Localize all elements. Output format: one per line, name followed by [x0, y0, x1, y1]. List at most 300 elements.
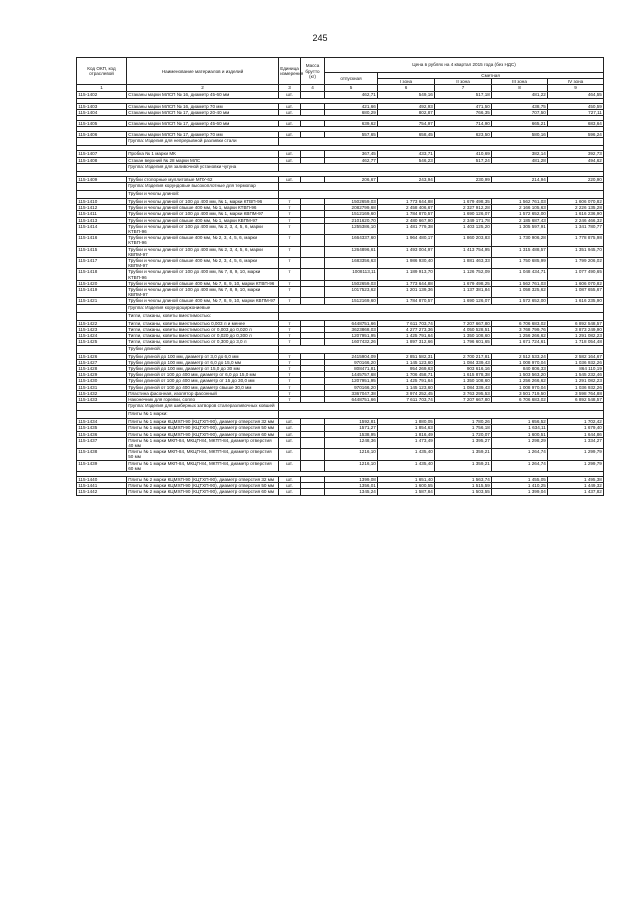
- row-code: 115-1405: [77, 121, 127, 127]
- row-unit: шт.: [279, 425, 301, 431]
- row-code: 115-1427: [77, 359, 127, 365]
- row-name: Трубки и чехлы длиной свыше 400 мм, № 7, 8, 9, 10, марки КВПМ-97: [127, 298, 279, 304]
- row-release-price: 2082799,68: [325, 205, 378, 211]
- row-unit: шт.: [279, 483, 301, 489]
- row-zone-1-price: 546,23: [378, 157, 435, 163]
- row-zone-3-price: 1 671 724,61: [492, 339, 548, 345]
- table-row: [77, 287, 604, 298]
- row-zone-2-price: 2 349 171,78: [435, 217, 492, 223]
- row-name: Трубки и чехлы длиной от 100 до 400 мм, № 7, 8, 9, 10, марки КВПМ-97: [127, 287, 279, 298]
- row-release-price: 1607432,26: [325, 339, 378, 345]
- row-unit: шт.: [279, 176, 301, 182]
- header-estimate: Сметная: [378, 73, 604, 79]
- group-empty-cell: [279, 345, 604, 353]
- row-name: Трубки и чехлы длиной свыше 400 мм, № 2, 3, 4, 5, 6, марки КВПМ-97: [127, 258, 279, 269]
- row-unit: т: [279, 223, 301, 234]
- row-zone-1-price: 1 784 870,57: [378, 298, 435, 304]
- row-release-price: 639,62: [325, 121, 378, 127]
- row-zone-2-price: 1 413 754,95: [435, 246, 492, 257]
- row-release-price: 1248,36: [325, 437, 378, 448]
- row-mass: [301, 287, 325, 298]
- row-mass: [301, 258, 325, 269]
- row-release-price: 1683356,63: [325, 258, 378, 269]
- row-unit: т: [279, 353, 301, 359]
- row-release-price: 970166,20: [325, 359, 378, 365]
- row-zone-4-price: 1 334,27: [548, 437, 604, 448]
- page-number: 245: [312, 33, 328, 43]
- row-zone-3-price: 1 048 434,71: [492, 269, 548, 280]
- row-name: Тигли, стаканы, коветы вместимостью от 0,003 до 0,020 л: [127, 326, 279, 332]
- row-release-price: 557,65: [325, 132, 378, 138]
- row-zone-1-price: 1 964 480,17: [378, 235, 435, 246]
- row-zone-4-price: 3 873 249,90: [548, 326, 604, 332]
- row-code: 115-1408: [77, 157, 127, 163]
- row-zone-3-price: 1 058 325,62: [492, 287, 548, 298]
- group-title: Группа: Изделия для непрерывной разливки стали: [127, 138, 279, 146]
- row-zone-1-price: 1 816,49: [378, 431, 435, 437]
- row-unit: т: [279, 365, 301, 371]
- row-zone-1-price: 1 435,40: [378, 460, 435, 471]
- row-zone-3-price: 1 562 761,03: [492, 199, 548, 205]
- row-zone-1-price: 1 145 123,60: [378, 359, 435, 365]
- col-number: 1: [77, 85, 127, 92]
- row-zone-3-price: 1 562 761,03: [492, 280, 548, 286]
- row-release-price: 1445757,68: [325, 372, 378, 378]
- row-code: 115-1420: [77, 280, 127, 286]
- group-code-cell: [77, 183, 127, 191]
- group-code-cell: [77, 411, 127, 419]
- row-zone-1-price: 2 851 582,31: [378, 353, 435, 359]
- row-name: Трубки и чехлы длиной от 100 до 400 мм, № 7, 8, 9, 10, марки КТВП-96: [127, 269, 279, 280]
- group-row: [77, 163, 604, 171]
- group-empty-cell: [279, 411, 604, 419]
- header-mass: Масса брутто (кг): [301, 58, 325, 85]
- row-zone-1-price: 802,87: [378, 109, 435, 115]
- row-zone-1-price: 1 587,84: [378, 489, 435, 495]
- row-name: Плиты № 1 марки КЦМХП-90 (КЦТХП-90), диаметр отверстия 60 мм: [127, 431, 279, 437]
- row-name: Трубки и чехлы длиной от 100 до 400 мм, № 1, марки КТВП-96: [127, 199, 279, 205]
- row-zone-4-price: 450,59: [548, 103, 604, 109]
- row-code: 115-1424: [77, 333, 127, 339]
- row-unit: шт.: [279, 449, 301, 460]
- row-name: Трубки и чехлы длиной свыше 400 мм, № 2, 3, 4, 5, 6, марки КТВП-96: [127, 235, 279, 246]
- group-code-cell: [77, 163, 127, 171]
- row-zone-3-price: 1 600,51: [492, 431, 548, 437]
- row-zone-1-price: 1 854,63: [378, 425, 435, 431]
- row-mass: [301, 246, 325, 257]
- row-zone-3-price: 214,94: [492, 176, 548, 182]
- row-code: 115-1410: [77, 199, 127, 205]
- header-zone-3: III зона: [492, 79, 548, 85]
- row-zone-1-price: 433,71: [378, 151, 435, 157]
- row-zone-4-price: 1 351 945,70: [548, 246, 604, 257]
- row-code: 115-1414: [77, 223, 127, 234]
- col-number: 7: [435, 85, 492, 92]
- row-name: Плиты № 1 марки КЦМХП-90 (КЦТХП-90), диаметр отверстия 32 мм: [127, 419, 279, 425]
- group-row: [77, 403, 604, 411]
- row-release-price: 1512169,60: [325, 298, 378, 304]
- table-body: [77, 92, 604, 495]
- row-release-price: 808471,81: [325, 365, 378, 371]
- row-name: Наконечник для горелки, сопло: [127, 396, 279, 402]
- row-zone-2-price: 7 207 667,80: [435, 320, 492, 326]
- row-unit: т: [279, 298, 301, 304]
- group-empty-cell: [279, 304, 604, 312]
- row-release-price: 1502659,03: [325, 280, 378, 286]
- row-unit: т: [279, 359, 301, 365]
- row-zone-2-price: 1 350 108,60: [435, 333, 492, 339]
- row-zone-1-price: 7 611 703,74: [378, 320, 435, 326]
- row-zone-3-price: 2 512 533,24: [492, 353, 548, 359]
- row-zone-3-price: 1 264,74: [492, 449, 548, 460]
- row-code: 115-1435: [77, 425, 127, 431]
- row-mass: [301, 449, 325, 460]
- row-zone-2-price: 3 763 295,53: [435, 390, 492, 396]
- row-zone-2-price: 1 395,27: [435, 437, 492, 448]
- row-release-price: 2101620,70: [325, 217, 378, 223]
- row-mass: [301, 269, 325, 280]
- header-code: Код ОКП, код отраслевой: [77, 58, 127, 85]
- row-name: Пробка № 1 марки МК: [127, 151, 279, 157]
- row-release-price: 1571,27: [325, 425, 378, 431]
- table-row: [77, 258, 604, 269]
- row-code: 115-1417: [77, 258, 127, 269]
- row-zone-2-price: 471,50: [435, 103, 492, 109]
- group-row: [77, 138, 604, 146]
- row-name: Трубки и чехлы длиной свыше 400 мм, № 7, 8, 9, 10, марки КТВП-96: [127, 280, 279, 286]
- row-zone-1-price: 7 611 703,74: [378, 396, 435, 402]
- row-zone-2-price: 1 796 601,65: [435, 339, 492, 345]
- row-name: Трубки стопорные муллитовые МПУ-62: [127, 176, 279, 182]
- row-release-price: 1207951,95: [325, 378, 378, 384]
- row-zone-3-price: 1 572 652,00: [492, 298, 548, 304]
- row-zone-1-price: 1 201 139,36: [378, 287, 435, 298]
- header-zone-1: I зона: [378, 79, 435, 85]
- row-code: 115-1402: [77, 92, 127, 98]
- col-number: 9: [548, 85, 604, 92]
- row-code: 115-1431: [77, 384, 127, 390]
- row-name: Трубки длиной от 100 до 400 мм, диаметр свыше 30,0 мм: [127, 384, 279, 390]
- group-code-cell: [77, 191, 127, 199]
- group-code-cell: [77, 312, 127, 320]
- row-unit: шт.: [279, 92, 301, 98]
- row-zone-3-price: 481,22: [492, 92, 548, 98]
- row-zone-4-price: 6 892 548,57: [548, 396, 604, 402]
- row-zone-1-price: 2 480 667,90: [378, 217, 435, 223]
- row-zone-4-price: 1 702,42: [548, 419, 604, 425]
- row-mass: [301, 223, 325, 234]
- header-name: Наименование материалов и изделий: [127, 58, 279, 85]
- row-zone-3-price: 1 305 597,91: [492, 223, 548, 234]
- row-code: 115-1403: [77, 103, 127, 109]
- row-code: 115-1442: [77, 489, 127, 495]
- row-zone-3-price: 6 706 683,02: [492, 320, 548, 326]
- row-zone-3-price: 481,28: [492, 157, 548, 163]
- row-zone-4-price: 1 077 490,65: [548, 269, 604, 280]
- row-unit: т: [279, 235, 301, 246]
- row-zone-1-price: 1 880,05: [378, 419, 435, 425]
- row-release-price: 6448751,66: [325, 396, 378, 402]
- row-zone-2-price: 1 084 339,43: [435, 359, 492, 365]
- row-unit: т: [279, 269, 301, 280]
- row-release-price: 3623868,03: [325, 326, 378, 332]
- group-title: Трубки и чехлы длиной:: [127, 191, 279, 199]
- row-code: 115-1437: [77, 437, 127, 448]
- row-mass: [301, 489, 325, 495]
- row-zone-4-price: 1 616 236,90: [548, 211, 604, 217]
- row-release-price: 206,67: [325, 176, 378, 182]
- row-zone-3-price: 2 166 105,63: [492, 205, 548, 211]
- row-zone-4-price: 1 291 082,23: [548, 333, 604, 339]
- row-zone-1-price: 1 493 004,97: [378, 246, 435, 257]
- row-release-price: 462,77: [325, 157, 378, 163]
- row-zone-2-price: 1 515,59: [435, 483, 492, 489]
- row-unit: т: [279, 258, 301, 269]
- row-name: Плиты № 2 марки КЦМХП-90 (КЦТХП-90), диаметр отверстия 32 мм: [127, 476, 279, 482]
- row-release-price: 2415904,09: [325, 353, 378, 359]
- row-unit: шт.: [279, 489, 301, 495]
- col-number: 4: [301, 85, 325, 92]
- row-release-price: 462,71: [325, 92, 378, 98]
- row-zone-1-price: 754,97: [378, 121, 435, 127]
- group-empty-cell: [279, 183, 604, 191]
- row-unit: шт.: [279, 132, 301, 138]
- row-name: Пластина фасонная, изолятор фасонный: [127, 390, 279, 396]
- row-zone-4-price: 1 036 932,26: [548, 359, 604, 365]
- row-zone-4-price: 392,73: [548, 151, 604, 157]
- row-zone-2-price: 1 503,55: [435, 489, 492, 495]
- row-code: 115-1426: [77, 353, 127, 359]
- group-empty-cell: [279, 163, 604, 171]
- table-row: [77, 223, 604, 234]
- row-code: 115-1422: [77, 320, 127, 326]
- row-zone-4-price: 2 582 164,67: [548, 353, 604, 359]
- table-row: [77, 437, 604, 448]
- header-zone-4: IV зона: [548, 79, 604, 85]
- row-release-price: 1502659,03: [325, 199, 378, 205]
- row-zone-2-price: 1 881 463,33: [435, 258, 492, 269]
- row-zone-2-price: 230,99: [435, 176, 492, 182]
- row-name: Стаканы марки МЛСП № 17, диаметр 70 мм: [127, 132, 279, 138]
- row-zone-1-price: 243,94: [378, 176, 435, 182]
- row-unit: шт.: [279, 109, 301, 115]
- row-zone-3-price: 3 501 719,50: [492, 390, 548, 396]
- row-code: 115-1404: [77, 109, 127, 115]
- row-zone-4-price: 494,62: [548, 157, 604, 163]
- row-zone-2-price: 1 137 381,84: [435, 287, 492, 298]
- row-unit: т: [279, 246, 301, 257]
- row-zone-2-price: 517,18: [435, 92, 492, 98]
- col-number: 3: [279, 85, 301, 92]
- row-zone-2-price: 1 359,21: [435, 460, 492, 471]
- row-release-price: 1255386,10: [325, 223, 378, 234]
- row-name: Трубки и чехлы длиной свыше 400 мм, № 1, марки КТВП-96: [127, 205, 279, 211]
- row-zone-2-price: 714,90: [435, 121, 492, 127]
- row-code: 115-1409: [77, 176, 127, 182]
- row-unit: т: [279, 217, 301, 223]
- row-code: 115-1428: [77, 365, 127, 371]
- row-zone-1-price: 1 145 123,60: [378, 384, 435, 390]
- row-zone-2-price: 1 690 126,07: [435, 298, 492, 304]
- row-unit: т: [279, 205, 301, 211]
- row-zone-4-price: 1 799 206,02: [548, 258, 604, 269]
- row-unit: шт.: [279, 419, 301, 425]
- row-unit: т: [279, 378, 301, 384]
- row-code: 115-1419: [77, 287, 127, 298]
- row-code: 115-1406: [77, 132, 127, 138]
- col-number: 8: [492, 85, 548, 92]
- table-row: [77, 489, 604, 495]
- row-zone-4-price: 1 679,40: [548, 425, 604, 431]
- row-zone-2-price: 2 327 912,28: [435, 205, 492, 211]
- group-empty-cell: [279, 312, 604, 320]
- row-release-price: 1399,08: [325, 476, 378, 482]
- row-name: Трубки длиной от 100 до 400 мм, диаметр от 6,0 до 15,0 мм: [127, 372, 279, 378]
- col-number: 2: [127, 85, 279, 92]
- row-zone-3-price: 438,75: [492, 103, 548, 109]
- row-code: 115-1429: [77, 372, 127, 378]
- row-zone-2-price: 1 756,18: [435, 425, 492, 431]
- row-zone-1-price: 1 189 913,70: [378, 269, 435, 280]
- row-zone-3-price: 707,50: [492, 109, 548, 115]
- row-zone-4-price: 1 036 932,26: [548, 384, 604, 390]
- row-unit: т: [279, 333, 301, 339]
- row-zone-3-price: 1 008 970,04: [492, 384, 548, 390]
- row-zone-1-price: 1 435,40: [378, 449, 435, 460]
- group-code-cell: [77, 304, 127, 312]
- row-unit: шт.: [279, 157, 301, 163]
- row-code: 115-1412: [77, 205, 127, 211]
- group-row: [77, 183, 604, 191]
- row-zone-3-price: 665,21: [492, 121, 548, 127]
- group-empty-cell: [279, 191, 604, 199]
- row-unit: шт.: [279, 476, 301, 482]
- row-name: Тигли, стаканы, коветы вместимостью от 0,020 до 0,300 л: [127, 333, 279, 339]
- row-name: Трубки длиной до 100 мм, диаметр от 6,0 до 15,0 мм: [127, 359, 279, 365]
- row-zone-2-price: 1 615 878,38: [435, 372, 492, 378]
- row-name: Трубки длиной до 100 мм, диаметр от 3,0 до 6,0 мм: [127, 353, 279, 359]
- row-zone-2-price: 1 084 339,43: [435, 384, 492, 390]
- group-title: Плиты № 1 марки:: [127, 411, 279, 419]
- row-code: 115-1423: [77, 326, 127, 332]
- row-name: Плиты № 2 марки КЦМХП-90 (КЦТХП-90), диаметр отверстия 60 мм: [127, 489, 279, 495]
- row-release-price: 1008113,11: [325, 269, 378, 280]
- row-name: Стаканы марки МЛСП № 17, диаметр 45-60 мм: [127, 121, 279, 127]
- row-zone-1-price: 1 773 644,88: [378, 199, 435, 205]
- row-unit: т: [279, 396, 301, 402]
- row-zone-4-price: 1 299,79: [548, 460, 604, 471]
- group-empty-cell: [279, 138, 604, 146]
- row-code: 115-1433: [77, 396, 127, 402]
- table-row: [77, 246, 604, 257]
- row-zone-4-price: 3 598 764,88: [548, 390, 604, 396]
- row-code: 115-1430: [77, 378, 127, 384]
- row-code: 115-1418: [77, 269, 127, 280]
- row-name: Трубки и чехлы длиной свыше 400 мм, № 1, марки КВПМ-97: [127, 217, 279, 223]
- column-number-row: [77, 85, 604, 92]
- row-zone-2-price: 1 860 203,83: [435, 235, 492, 246]
- row-name: Плиты № 1 марки МКП-84, МКЦП-84, МКТП-84, диаметр отверстия 50 мм: [127, 449, 279, 460]
- row-zone-3-price: 1 264,74: [492, 460, 548, 471]
- row-zone-4-price: 1 449,32: [548, 483, 604, 489]
- row-zone-3-price: 1 656,52: [492, 419, 548, 425]
- group-row: [77, 345, 604, 353]
- row-zone-4-price: 1 545 232,46: [548, 372, 604, 378]
- row-zone-4-price: 864 110,19: [548, 365, 604, 371]
- row-zone-4-price: 464,55: [548, 92, 604, 98]
- row-zone-1-price: 3 974 252,45: [378, 390, 435, 396]
- row-zone-1-price: 1 651,40: [378, 476, 435, 482]
- row-unit: шт.: [279, 121, 301, 127]
- row-zone-1-price: 1 481 779,38: [378, 223, 435, 234]
- row-zone-1-price: 492,93: [378, 103, 435, 109]
- row-zone-4-price: 1 778 875,98: [548, 235, 604, 246]
- group-title: Группа: Изделия для шиберных затворов сталеразливочных ковшей: [127, 403, 279, 411]
- row-release-price: 6448751,66: [325, 320, 378, 326]
- row-zone-4-price: 2 226 135,28: [548, 205, 604, 211]
- row-unit: т: [279, 326, 301, 332]
- row-release-price: 1207951,95: [325, 333, 378, 339]
- row-release-price: 1345,24: [325, 489, 378, 495]
- table-row: [77, 235, 604, 246]
- row-unit: т: [279, 390, 301, 396]
- row-code: 115-1421: [77, 298, 127, 304]
- group-row: [77, 191, 604, 199]
- row-zone-2-price: 766,35: [435, 109, 492, 115]
- row-code: 115-1438: [77, 449, 127, 460]
- row-zone-3-price: 1 256 266,62: [492, 333, 548, 339]
- row-release-price: 1264896,61: [325, 246, 378, 257]
- row-name: Трубки длиной от 100 до 400 мм, диаметр от 15 до 30,0 мм: [127, 378, 279, 384]
- row-mass: [301, 235, 325, 246]
- row-zone-3-price: 2 185 687,43: [492, 217, 548, 223]
- group-code-cell: [77, 138, 127, 146]
- group-code-cell: [77, 345, 127, 353]
- row-zone-4-price: 1 644,86: [548, 431, 604, 437]
- table-header: [77, 58, 604, 92]
- table-row: [77, 449, 604, 460]
- table-row: [77, 269, 604, 280]
- row-zone-4-price: 2 246 466,32: [548, 217, 604, 223]
- row-zone-3-price: 1 399,04: [492, 489, 548, 495]
- row-zone-3-price: 1 503 563,20: [492, 372, 548, 378]
- row-code: 115-1413: [77, 217, 127, 223]
- row-zone-4-price: 727,11: [548, 109, 604, 115]
- row-zone-4-price: 1 291 082,23: [548, 378, 604, 384]
- row-zone-3-price: 1 572 652,00: [492, 211, 548, 217]
- row-name: Стаканы марки МЛСП № 16, диаметр 70 мм: [127, 103, 279, 109]
- row-code: 115-1440: [77, 476, 127, 482]
- row-zone-2-price: 1 690 126,07: [435, 211, 492, 217]
- row-zone-3-price: 1 315 488,57: [492, 246, 548, 257]
- row-zone-2-price: 1 359,21: [435, 449, 492, 460]
- row-zone-3-price: 840 806,33: [492, 365, 548, 371]
- table-row: [77, 460, 604, 471]
- row-unit: т: [279, 372, 301, 378]
- header-zone-2: II зона: [435, 79, 492, 85]
- row-code: 115-1416: [77, 235, 127, 246]
- row-zone-4-price: 6 892 548,57: [548, 320, 604, 326]
- row-zone-3-price: 6 706 683,02: [492, 396, 548, 402]
- row-name: Трубки и чехлы длиной от 100 до 400 мм, № 1, марки КВПМ-97: [127, 211, 279, 217]
- row-unit: шт.: [279, 103, 301, 109]
- row-zone-1-price: 4 277 273,36: [378, 326, 435, 332]
- row-zone-3-price: 1 455,05: [492, 476, 548, 482]
- row-zone-3-price: 1 256 266,62: [492, 378, 548, 384]
- row-code: 115-1425: [77, 339, 127, 345]
- header-price-title: Цена в рублях на 4 квартал 2015 года (без НДС): [325, 58, 604, 73]
- row-zone-4-price: 1 718 054,48: [548, 339, 604, 345]
